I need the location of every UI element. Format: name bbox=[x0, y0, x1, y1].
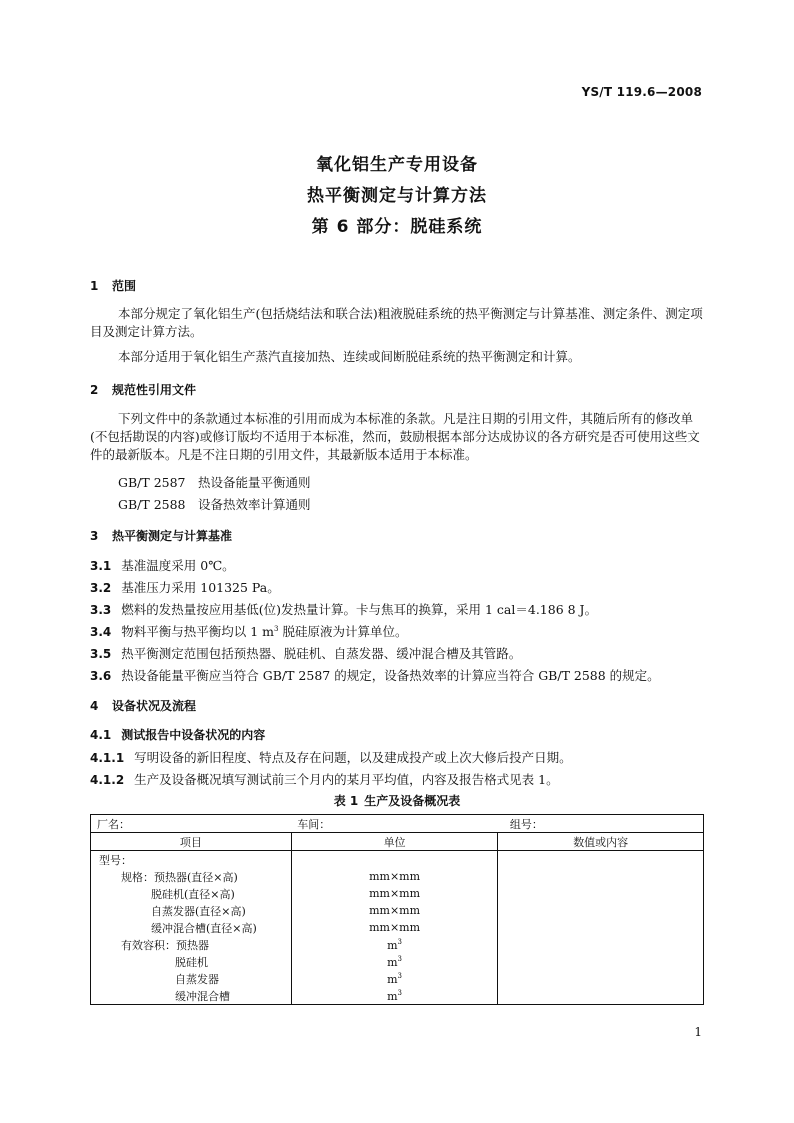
row-unit bbox=[291, 902, 498, 919]
row-value bbox=[498, 885, 704, 902]
unit-text: mm×mm bbox=[369, 887, 421, 900]
table-number: 表 1 bbox=[333, 794, 359, 808]
table-row bbox=[91, 851, 704, 869]
section-number: 2 bbox=[90, 383, 99, 397]
workshop-label: 车间： bbox=[291, 815, 498, 833]
row-unit bbox=[291, 919, 498, 936]
row-item: 有效容积：预热器 bbox=[121, 938, 209, 952]
row-value bbox=[498, 851, 704, 869]
clause-4-1 bbox=[90, 726, 265, 743]
clause-number: 3.5 bbox=[90, 647, 112, 661]
equipment-overview-table bbox=[90, 814, 704, 1005]
row-item: 规格：预热器(直径×高) bbox=[121, 870, 238, 884]
column-header-unit: 单位 bbox=[291, 833, 498, 851]
unit-superscript: 3 bbox=[397, 954, 403, 963]
section-title: 范围 bbox=[112, 279, 137, 293]
standard-number: YS/T 119.6—2008 bbox=[581, 85, 702, 99]
section-title: 设备状况及流程 bbox=[112, 699, 197, 713]
row-value bbox=[498, 970, 704, 987]
row-item: 缓冲混合槽 bbox=[175, 989, 230, 1003]
scope-paragraph-2: 本部分适用于氧化铝生产蒸汽直接加热、连续或间断脱硅系统的热平衡测定和计算。 bbox=[118, 349, 581, 364]
clause-number: 3.4 bbox=[90, 625, 112, 639]
clause-number: 4.1 bbox=[90, 728, 112, 742]
clause-4-1-1 bbox=[90, 748, 572, 766]
section-4-heading bbox=[90, 697, 196, 714]
table-row bbox=[91, 885, 704, 902]
clause-number: 3.1 bbox=[90, 559, 112, 573]
table-row bbox=[91, 868, 704, 885]
row-item: 型号： bbox=[99, 853, 132, 867]
row-value bbox=[498, 987, 704, 1005]
clause-3-6 bbox=[90, 666, 660, 684]
unit-text: m bbox=[387, 955, 398, 969]
page-number: 1 bbox=[694, 1025, 702, 1039]
row-unit bbox=[291, 987, 498, 1005]
row-unit bbox=[291, 851, 498, 869]
clause-3-4 bbox=[90, 622, 407, 640]
clause-text: 生产及设备概况填写测试前三个月内的某月平均值，内容及报告格式见表 1。 bbox=[134, 772, 559, 787]
table-row bbox=[91, 987, 704, 1005]
row-unit bbox=[291, 953, 498, 970]
table-meta-row bbox=[91, 815, 704, 833]
clause-text: 测试报告中设备状况的内容 bbox=[121, 728, 266, 742]
reference-gbt-2588: GB/T 2588 设备热效率计算通则 bbox=[118, 497, 311, 512]
unit-superscript: 3 bbox=[397, 988, 403, 997]
table-header-row bbox=[91, 833, 704, 851]
section-title: 规范性引用文件 bbox=[112, 383, 197, 397]
unit-text: m bbox=[387, 972, 398, 986]
clause-text: 燃料的发热量按应用基低(位)发热量计算。卡与焦耳的换算，采用 1 cal＝4.186 8 J。 bbox=[121, 602, 598, 617]
row-value bbox=[498, 902, 704, 919]
table-row bbox=[91, 936, 704, 953]
unit-superscript: 3 bbox=[397, 937, 403, 946]
clause-number: 4.1.1 bbox=[90, 751, 125, 765]
title-line-3: 第 6 部分：脱硅系统 bbox=[311, 217, 483, 237]
row-unit bbox=[291, 868, 498, 885]
row-unit bbox=[291, 885, 498, 902]
title-line-2: 热平衡测定与计算方法 bbox=[307, 186, 487, 206]
row-unit bbox=[291, 970, 498, 987]
clause-number: 3.3 bbox=[90, 603, 112, 617]
section-title: 热平衡测定与计算基准 bbox=[112, 529, 233, 543]
clause-text: 物料平衡与热平衡均以 1 m bbox=[121, 624, 275, 639]
unit-text: m bbox=[387, 938, 398, 952]
references-paragraph: 下列文件中的条款通过本标准的引用而成为本标准的条款。凡是注日期的引用文件，其随后所有的修改单(不包括勘误的内容)或修订版均不适用于本标准，然而，鼓励根据本部分达成协议的各方研究是否可使用这些文件的最新版本。凡是不注日期的引用文件，其最新版本适用于本标准。 bbox=[90, 411, 700, 462]
unit-text: m bbox=[387, 989, 398, 1003]
group-number-label: 组号： bbox=[498, 815, 704, 833]
table-row bbox=[91, 970, 704, 987]
clause-4-1-2 bbox=[90, 770, 559, 788]
section-number: 4 bbox=[90, 699, 99, 713]
unit-text: mm×mm bbox=[369, 921, 421, 934]
clause-number: 4.1.2 bbox=[90, 773, 125, 787]
clause-text: 基准压力采用 101325 Pa。 bbox=[121, 580, 280, 595]
section-number: 1 bbox=[90, 279, 99, 293]
row-item: 自蒸发器(直径×高) bbox=[151, 904, 246, 918]
clause-3-3 bbox=[90, 600, 597, 618]
clause-text: 热设备能量平衡应当符合 GB/T 2587 的规定，设备热效率的计算应当符合 GB/T 2588 的规定。 bbox=[121, 668, 660, 683]
clause-text: 写明设备的新旧程度、特点及存在问题，以及建成投产或上次大修后投产日期。 bbox=[134, 750, 572, 765]
table-row bbox=[91, 953, 704, 970]
row-unit bbox=[291, 936, 498, 953]
clause-text: 基准温度采用 0℃。 bbox=[121, 558, 235, 573]
row-item: 缓冲混合槽(直径×高) bbox=[151, 921, 257, 935]
clause-text: 热平衡测定范围包括预热器、脱硅机、自蒸发器、缓冲混合槽及其管路。 bbox=[121, 646, 522, 661]
unit-superscript: 3 bbox=[397, 971, 403, 980]
clause-3-1 bbox=[90, 556, 235, 574]
section-1-heading bbox=[90, 277, 136, 294]
unit-text: mm×mm bbox=[369, 870, 421, 883]
table-title: 生产及设备概况表 bbox=[364, 794, 461, 808]
table-row bbox=[91, 902, 704, 919]
clause-number: 3.6 bbox=[90, 669, 112, 683]
clause-number: 3.2 bbox=[90, 581, 112, 595]
row-value bbox=[498, 868, 704, 885]
reference-gbt-2587: GB/T 2587 热设备能量平衡通则 bbox=[118, 475, 311, 490]
title-line-1: 氧化铝生产专用设备 bbox=[316, 155, 478, 175]
row-item: 自蒸发器 bbox=[175, 972, 219, 986]
table-body bbox=[91, 851, 704, 1005]
scope-paragraph-1: 本部分规定了氧化铝生产(包括烧结法和联合法)粗液脱硅系统的热平衡测定与计算基准、测定条件、测定项目及测定计算方法。 bbox=[90, 306, 703, 339]
factory-name-label: 厂名： bbox=[91, 815, 292, 833]
superscript: 3 bbox=[274, 625, 279, 633]
clause-3-5 bbox=[90, 644, 521, 662]
clause-3-2 bbox=[90, 578, 280, 596]
table-caption bbox=[0, 792, 794, 809]
row-value bbox=[498, 936, 704, 953]
clause-text: 脱硅原液为计算单位。 bbox=[278, 624, 408, 639]
column-header-item: 项目 bbox=[91, 833, 292, 851]
column-header-value: 数值或内容 bbox=[498, 833, 704, 851]
row-item: 脱硅机 bbox=[175, 955, 208, 969]
unit-text: mm×mm bbox=[369, 904, 421, 917]
section-3-heading bbox=[90, 527, 232, 544]
row-item: 脱硅机(直径×高) bbox=[151, 887, 235, 901]
row-value bbox=[498, 953, 704, 970]
section-2-heading bbox=[90, 381, 196, 398]
table-row bbox=[91, 919, 704, 936]
section-number: 3 bbox=[90, 529, 99, 543]
row-value bbox=[498, 919, 704, 936]
